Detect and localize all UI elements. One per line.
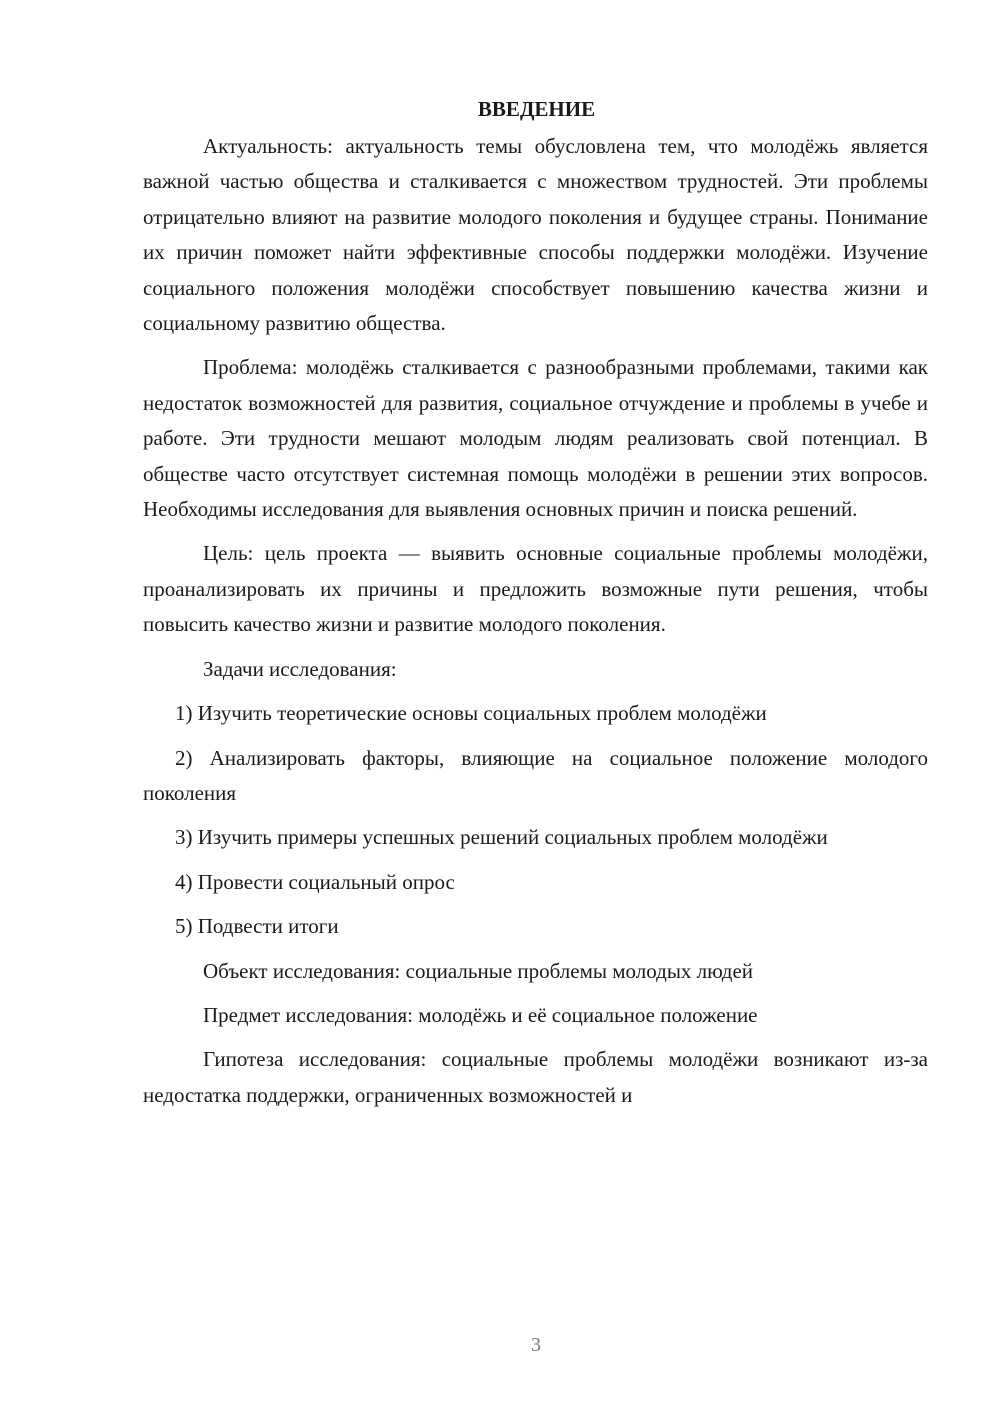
relevance-paragraph: Актуальность: актуальность темы обусловлена тем, что молодёжь является важной частью общества и сталкивается с множеством трудностей. Эти проблемы отрицательно влияют на развитие молодого поколения и будущее страны. Понимание их причин поможет найти эффективные способы поддержки молодёжи. Изучение социального положения молодёжи способствует повышению качества жизни и социальному развитию общества. [143, 134, 928, 336]
object-paragraph: Объект исследования: социальные проблемы молодых людей [203, 958, 754, 983]
page-number: 3 [531, 1334, 541, 1356]
page-title: ВВЕДЕНИЕ [477, 97, 596, 121]
task-item: 2) Анализировать факторы, влияющие на социальное положение молодого поколения [143, 745, 928, 805]
task-item: 3) Изучить примеры успешных решений социальных проблем молодёжи [175, 825, 828, 850]
tasks-heading: Задачи исследования: [203, 656, 397, 681]
document-page [143, 92, 928, 1113]
task-item: 1) Изучить теоретические основы социальных проблем молодёжи [175, 701, 767, 726]
subject-paragraph: Предмет исследования: молодёжь и её социальное положение [203, 1002, 758, 1027]
task-item: 4) Провести социальный опрос [175, 869, 455, 894]
problem-paragraph: Проблема: молодёжь сталкивается с разнообразными проблемами, такими как недостаток возможностей для развития, социальное отчуждение и проблемы в учебе и работе. Эти трудности мешают молодым людям реализовать свой потенциал. В обществе часто отсутствует системная помощь молодёжи в решении этих вопросов. Необходимы исследования для выявления основных причин и поиска решений. [143, 355, 928, 522]
goal-paragraph: Цель: цель проекта — выявить основные социальные проблемы молодёжи, проанализировать их причины и предложить возможные пути решения, чтобы повысить качество жизни и развитие молодого поколения. [143, 541, 928, 637]
task-item: 5) Подвести итоги [175, 914, 339, 939]
hypothesis-paragraph: Гипотеза исследования: социальные проблемы молодёжи возникают из-за недостатка поддержки, ограниченных возможностей и [143, 1047, 928, 1107]
